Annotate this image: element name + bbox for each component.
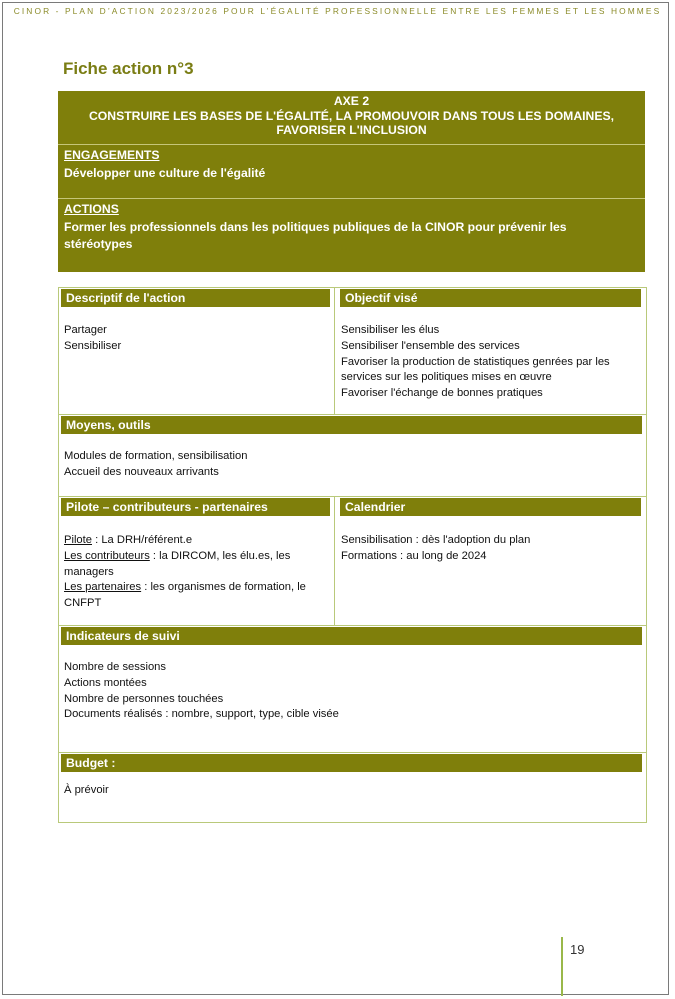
engagements-section [58,145,645,199]
axe-title: AXE 2 [333,94,370,108]
contributeurs-text: : la DIRCOM, les élu.es, les [149,549,291,562]
objectif-line: Favoriser l'échange de bonnes pratiques [341,387,543,400]
axe-subtitle-line2: FAVORISER L'INCLUSION [276,123,427,137]
axe-block [58,91,645,272]
row-pilote-calendrier [59,497,646,626]
calendrier-line: Sensibilisation : dès l'adoption du plan [341,534,531,546]
axe-heading [58,91,645,145]
row-moyens [59,415,646,497]
indicateurs-cell [59,626,646,752]
descriptif-body [64,323,328,355]
objectif-line: Sensibiliser l'ensemble des services [341,339,520,352]
contributeurs-line [64,549,328,565]
actions-label: ACTIONS [64,202,119,216]
actions-section [58,199,645,254]
descriptif-line: Sensibiliser [64,339,122,352]
descriptif-cell [59,288,335,414]
pilote-body [64,533,328,612]
partenaires-label: Les partenaires [64,581,142,594]
objectif-line: Favoriser la production de statistiques genrées par les [341,355,610,368]
calendrier-line: Formations : au long de 2024 [341,549,487,562]
calendrier-header: Calendrier [340,498,641,516]
contributeurs-line-2: managers [64,565,114,578]
budget-body [64,783,640,799]
moyens-body [64,449,640,481]
axe-subtitle-line1: CONSTRUIRE LES BASES DE L'ÉGALITÉ, LA PROMOUVOIR DANS TOUS LES DOMAINES, [89,108,614,123]
moyens-line: Modules de formation, sensibilisation [64,450,248,462]
descriptif-header: Descriptif de l'action [61,289,330,307]
indicateurs-line: Documents réalisés : nombre, support, type, cible visée [64,708,339,721]
pilote-label: Pilote [64,534,92,546]
indicateurs-line: Nombre de sessions [64,661,166,673]
pilote-header: Pilote – contributeurs - partenaires [61,498,330,516]
contributeurs-label: Les contributeurs [64,549,150,562]
budget-header: Budget : [61,754,642,772]
footer-rule [561,937,563,996]
indicateurs-line: Nombre de personnes touchées [64,692,224,705]
pilote-text: : La DRH/référent.e [92,534,193,546]
objectif-header: Objectif visé [340,289,641,307]
actions-text-line2: stéréotypes [64,237,133,251]
objectif-line: services sur les politiques mises en œuvre [341,371,552,384]
engagements-label: ENGAGEMENTS [64,148,160,162]
moyens-line: Accueil des nouveaux arrivants [64,465,219,478]
row-descriptif-objectif [59,288,646,415]
indicateurs-header: Indicateurs de suivi [61,627,642,645]
page-number: 19 [570,942,585,957]
pilote-line [64,533,328,549]
indicateurs-line: Actions montées [64,676,147,689]
partenaires-line-2: CNFPT [64,597,102,610]
budget-line: À prévoir [64,784,109,796]
calendrier-body [341,533,640,565]
moyens-cell [59,415,646,496]
fiche-title: Fiche action n°3 [63,59,194,78]
objectif-line: Sensibiliser les élus [341,324,440,336]
budget-cell [59,753,646,822]
action-detail-table [58,287,647,823]
row-indicateurs [59,626,646,753]
indicateurs-body [64,660,640,723]
partenaires-line [64,580,328,596]
pilote-cell [59,497,335,625]
moyens-header: Moyens, outils [61,416,642,434]
actions-text-line1: Former les professionnels dans les politiques publiques de la CINOR pour prévenir les [64,219,567,234]
running-header: CINOR - PLAN D’ACTION 2023/2026 POUR L’ÉGALITÉ PROFESSIONNELLE ENTRE LES FEMMES ET LES HOMMES [13,6,662,16]
objectif-body [341,323,640,402]
engagements-text: Développer une culture de l'égalité [64,165,266,180]
partenaires-text: : les organismes de formation, le [141,581,306,594]
descriptif-line: Partager [64,324,107,336]
row-budget [59,753,646,822]
objectif-cell [335,288,646,414]
calendrier-cell [335,497,646,625]
